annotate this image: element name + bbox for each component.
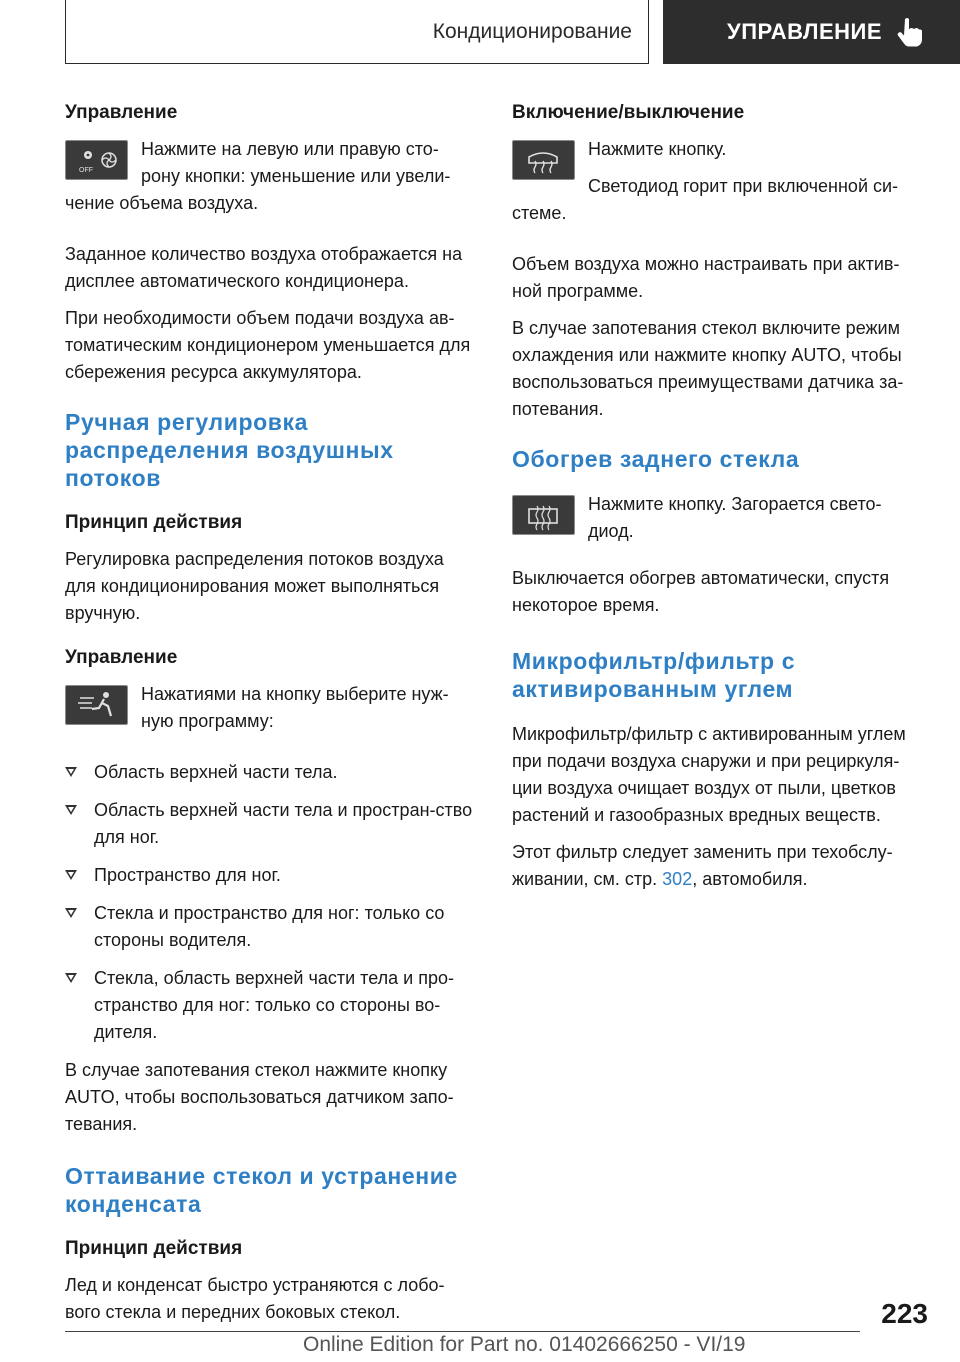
rear-window-button-text: Нажмите кнопку. Загорается свето-диод. bbox=[588, 494, 882, 541]
air-distribution-button-image bbox=[65, 685, 128, 725]
defrost-button-block bbox=[512, 136, 927, 227]
air-volume-button-text: Нажмите на левую или правую сто-рону кнопки: уменьшение или увели-чение объема воздуха. bbox=[65, 139, 451, 213]
principle-heading: Принцип действия bbox=[65, 512, 243, 533]
defrost-button-text: Нажмите кнопку. bbox=[588, 139, 727, 159]
right-column bbox=[512, 100, 927, 903]
paragraph: Этот фильтр следует заменить при техобслу-живании, см. стр. 302, автомобиля. bbox=[512, 842, 893, 889]
triangle-bullet-icon bbox=[65, 805, 77, 815]
on-off-heading: Включение/выключение bbox=[512, 102, 745, 123]
paragraph: Заданное количество воздуха отображается на дисплее автоматического кондиционера. bbox=[65, 244, 463, 291]
edition-info: Online Edition for Part no. 01402666250 - VI/19 bbox=[303, 1333, 746, 1356]
control-heading: Управление bbox=[65, 647, 178, 668]
triangle-bullet-icon bbox=[65, 870, 77, 880]
section-heading-air-distribution: Ручная регулировка распределения воздушных потоков bbox=[65, 409, 394, 491]
paragraph: В случае запотевания стекол нажмите кнопку AUTO, чтобы воспользоваться датчиком запо-тевания. bbox=[65, 1060, 454, 1134]
triangle-bullet-icon bbox=[65, 973, 77, 983]
section-title: УПРАВЛЕНИЕ bbox=[727, 19, 882, 44]
hand-pointer-icon bbox=[896, 17, 924, 47]
paragraph: Выключается обогрев автоматически, спустя некоторое время. bbox=[512, 568, 890, 615]
footer-divider bbox=[65, 1331, 860, 1332]
air-volume-button-block bbox=[65, 136, 477, 217]
svg-text:OFF: OFF bbox=[79, 167, 93, 174]
section-heading-defrost: Оттаивание стекол и устранение конденсата bbox=[65, 1163, 458, 1217]
header-chapter-box bbox=[65, 0, 649, 64]
section-heading-rear-heating: Обогрев заднего стекла bbox=[512, 446, 800, 472]
list-item: Стекла и пространство для ног: только со стороны водителя. bbox=[65, 900, 477, 954]
control-heading: Управление bbox=[65, 102, 178, 123]
chapter-title: Кондиционирование bbox=[432, 19, 632, 43]
rear-window-button-block bbox=[512, 491, 927, 545]
list-item: Пространство для ног. bbox=[65, 862, 477, 889]
distribution-options-list bbox=[65, 759, 477, 1046]
paragraph: Лед и конденсат быстро устраняются с лобо-вого стекла и передних боковых стекол. bbox=[65, 1275, 445, 1322]
section-heading-microfilter: Микрофильтр/фильтр с активированным углем bbox=[512, 648, 796, 702]
principle-heading: Принцип действия bbox=[65, 1238, 243, 1259]
header-section-box bbox=[663, 0, 960, 64]
page-reference-link[interactable]: 302 bbox=[662, 869, 693, 889]
list-item: Стекла, область верхней части тела и про-странство для ног: только со стороны во-дителя. bbox=[65, 965, 477, 1046]
paragraph: При необходимости объем подачи воздуха ав-томатическим кондиционером уменьшается для сбережения ресурса аккумулятора. bbox=[65, 308, 471, 382]
paragraph: Микрофильтр/фильтр с активированным углем при подачи воздуха снаружи и при рециркуля-ции воздуха очищает воздух от пыли, цветков растений и газообразных вредных веществ. bbox=[512, 724, 906, 825]
page-number: 223 bbox=[881, 1298, 928, 1329]
triangle-bullet-icon bbox=[65, 908, 77, 918]
defrost-led-text: Светодиод горит при включенной си-стеме. bbox=[512, 176, 899, 223]
air-distribution-button-block bbox=[65, 681, 477, 735]
air-volume-button-image bbox=[65, 140, 128, 180]
list-item: Область верхней части тела. bbox=[65, 759, 477, 786]
paragraph: В случае запотевания стекол включите режим охлаждения или нажмите кнопку AUTO, чтобы воспользоваться преимуществами датчика за-потевания. bbox=[512, 318, 904, 419]
list-item: Область верхней части тела и простран-ство для ног. bbox=[65, 797, 477, 851]
front-defrost-button-image bbox=[512, 140, 575, 180]
rear-defrost-button-image bbox=[512, 495, 575, 535]
triangle-bullet-icon bbox=[65, 767, 77, 777]
air-distribution-button-text: Нажатиями на кнопку выберите нуж-ную программу: bbox=[141, 684, 449, 731]
paragraph: Объем воздуха можно настраивать при актив-ной программе. bbox=[512, 254, 900, 301]
paragraph: Регулировка распределения потоков воздуха для кондиционирования может выполняться вручную. bbox=[65, 549, 444, 623]
left-column bbox=[65, 100, 477, 1336]
